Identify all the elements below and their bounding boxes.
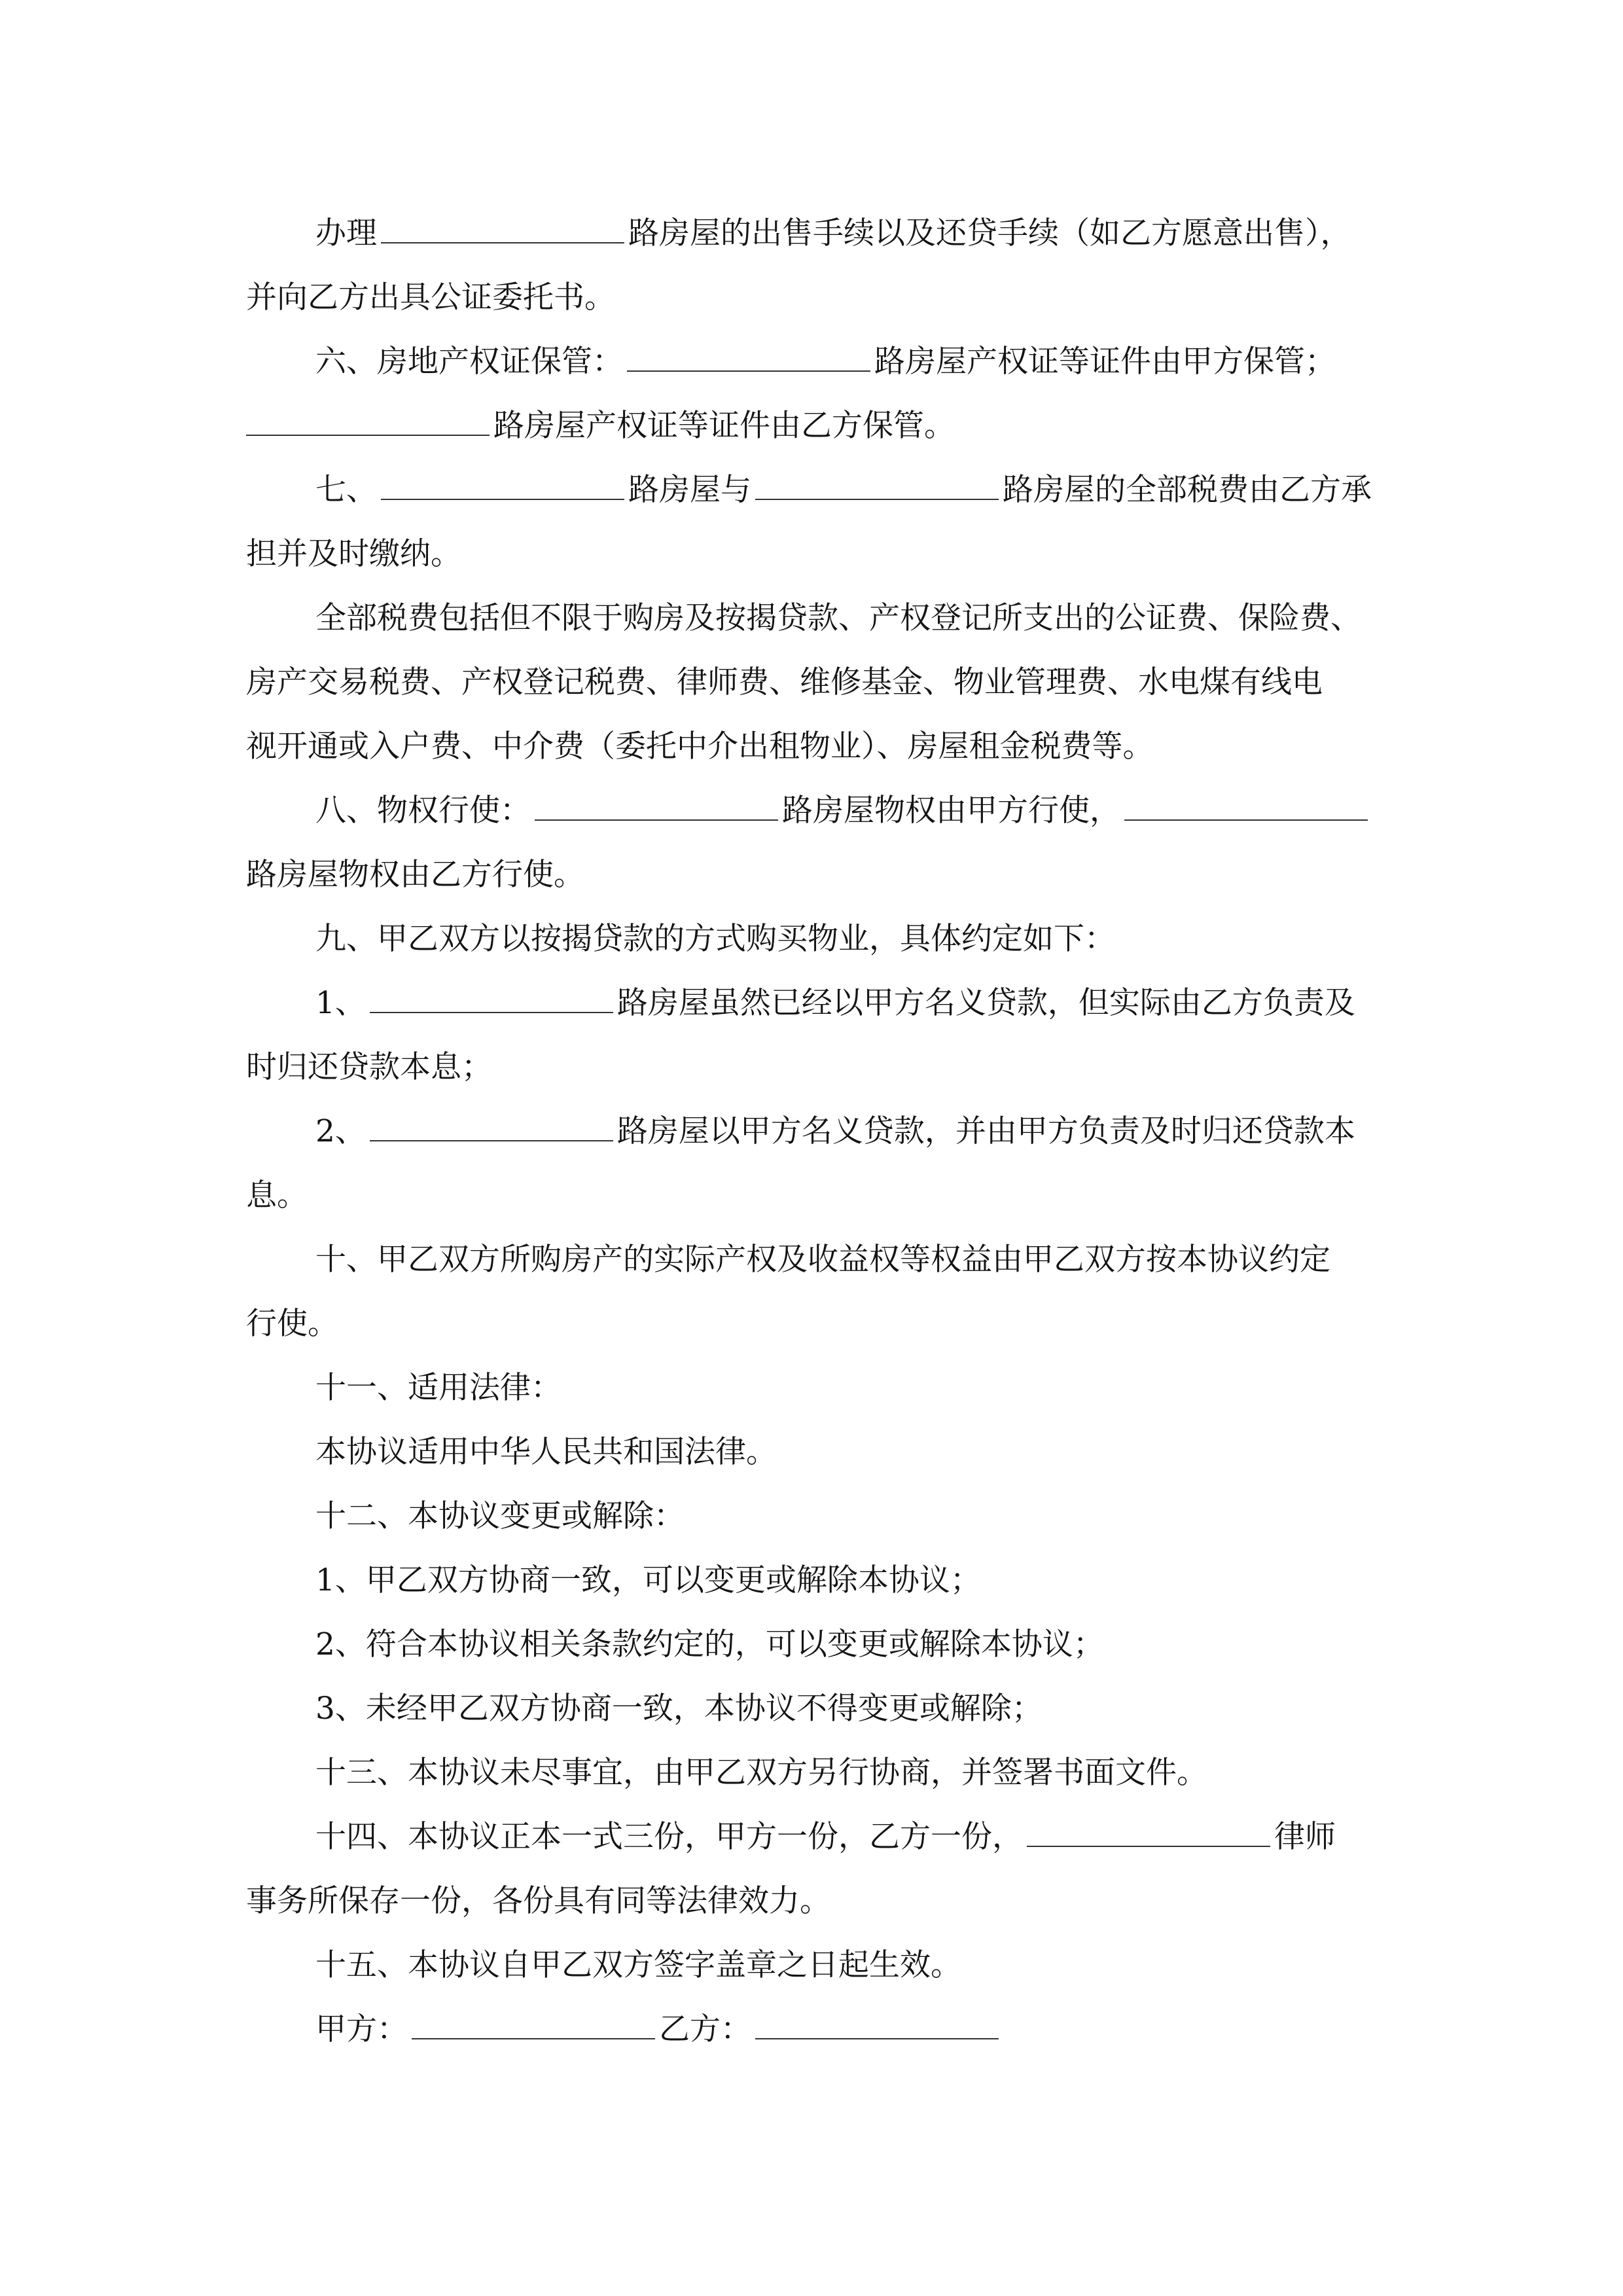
clause-15: 十五、本协议自甲乙双方签字盖章之日起生效。 — [315, 1947, 961, 1983]
blank-field — [755, 459, 999, 500]
tax-paragraph-line-1: 全部税费包括但不限于购房及按揭贷款、产权登记所支出的公证费、保险费、 — [315, 600, 1361, 636]
clause-9-item-2: 2、 路房屋以甲方名义贷款，并由甲方负责及时归还贷款本 — [246, 1100, 1378, 1164]
clause-6-cont: 路房屋产权证等证件由乙方保管。 — [246, 394, 1378, 458]
party-a-signature-blank — [412, 1999, 655, 2039]
paragraph-handling-cont: 并向乙方出具公证委托书。 — [246, 279, 615, 315]
clause-11-title: 十一、适用法律： — [315, 1370, 562, 1406]
clause-8-cont: 路房屋物权由乙方行使。 — [246, 857, 584, 893]
party-b-signature-blank — [755, 1999, 999, 2039]
blank-field — [370, 973, 613, 1013]
clause-10-cont: 行使。 — [246, 1306, 338, 1342]
clause-7-cont: 担并及时缴纳。 — [246, 536, 461, 572]
paragraph-handling: 办理 路房屋的出售手续以及还贷手续（如乙方愿意出售）， — [246, 202, 1378, 266]
blank-field — [1027, 1806, 1270, 1847]
clause-9-item-1-cont: 时归还贷款本息； — [246, 1049, 492, 1085]
clause-10: 十、甲乙双方所购房产的实际产权及收益权等权益由甲乙双方按本协议约定 — [315, 1242, 1330, 1278]
clause-14-cont: 事务所保存一份，各份具有同等法律效力。 — [246, 1883, 830, 1919]
signature-line — [246, 1998, 1378, 2062]
clause-9-item-2-cont: 息。 — [246, 1177, 308, 1213]
tax-paragraph-line-3: 视开通或入户费、中介费（委托中介出租物业）、房屋租金税费等。 — [246, 728, 1154, 764]
clause-12-item-1: 1、甲乙双方协商一致，可以变更或解除本协议； — [315, 1562, 981, 1598]
clause-9: 九、甲乙双方以按揭贷款的方式购买物业，具体约定如下： — [315, 921, 1115, 957]
clause-6-title: 六、房地产权证保管： 路房屋产权证等证件由甲方保管； — [246, 330, 1378, 394]
clause-11-body: 本协议适用中华人民共和国法律。 — [315, 1434, 777, 1470]
blank-field — [627, 331, 870, 372]
party-b-label: 乙方： — [659, 2011, 751, 2047]
tax-paragraph-line-2: 房产交易税费、产权登记税费、律师费、维修基金、物业管理费、水电煤有线电 — [246, 664, 1323, 700]
party-a-label: 甲方： — [315, 2011, 408, 2047]
clause-12-item-2: 2、符合本协议相关条款约定的，可以变更或解除本协议； — [315, 1626, 1104, 1662]
blank-field — [370, 1101, 613, 1141]
blank-field — [246, 395, 490, 436]
clause-12-title: 十二、本协议变更或解除： — [315, 1498, 685, 1534]
clause-13: 十三、本协议未尽事宜，由甲乙双方另行协商，并签署书面文件。 — [315, 1755, 1207, 1791]
blank-field — [1124, 780, 1368, 821]
clause-8: 八、物权行使： 路房屋物权由甲方行使， — [246, 779, 1378, 843]
clause-9-item-1: 1、 路房屋虽然已经以甲方名义贷款，但实际由乙方负责及 — [246, 971, 1378, 1035]
blank-field — [381, 459, 624, 500]
clause-7: 七、 路房屋与 路房屋的全部税费由乙方承 — [246, 458, 1378, 522]
blank-field — [381, 203, 624, 243]
document-body — [246, 202, 1378, 2062]
blank-field — [535, 780, 778, 821]
clause-14: 十四、本协议正本一式三份，甲方一份，乙方一份， 律师 — [246, 1805, 1378, 1869]
clause-12-item-3: 3、未经甲乙双方协商一致，本协议不得变更或解除； — [315, 1691, 1043, 1727]
